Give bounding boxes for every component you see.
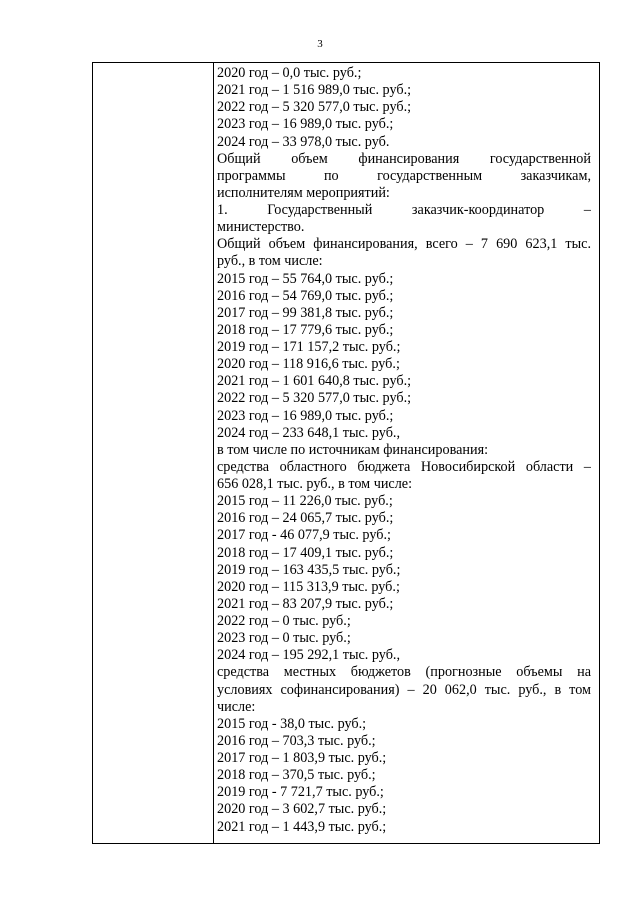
text-line: 2024 год – 195 292,1 тыс. руб.,	[217, 647, 401, 664]
text-line: 2022 год – 5 320 577,0 тыс. руб.;	[217, 390, 412, 407]
text-line: 2021 год – 83 207,9 тыс. руб.;	[217, 595, 394, 612]
text-line: 2023 год – 16 989,0 тыс. руб.;	[217, 116, 394, 133]
text-line: 2020 год – 115 313,9 тыс. руб.;	[217, 578, 400, 595]
text-line: исполнителям мероприятий:	[217, 184, 390, 201]
text-line: 2015 год – 11 226,0 тыс. руб.;	[217, 493, 393, 510]
text-line: 2017 год – 99 381,8 тыс. руб.;	[217, 304, 394, 321]
text-line: 2021 год – 1 516 989,0 тыс. руб.;	[217, 82, 412, 99]
text-line: 2019 год – 163 435,5 тыс. руб.;	[217, 561, 401, 578]
text-line: 656 028,1 тыс. руб., в том числе:	[217, 476, 413, 492]
text-line: 2017 год – 1 803,9 тыс. руб.;	[217, 750, 387, 766]
text-line: 1. Государственный заказчик-координатор –	[217, 202, 591, 218]
text-line: министерство.	[217, 219, 305, 236]
text-line: в том числе по источникам финансирования:	[217, 441, 489, 458]
text-line: 2023 год – 0 тыс. руб.;	[217, 630, 351, 647]
text-line: 2019 год - 7 721,7 тыс. руб.;	[217, 784, 384, 801]
text-line: руб., в том числе:	[217, 253, 323, 270]
text-line: Общий объем финансирования государственной	[217, 150, 591, 167]
text-line: условиях софинансирования) – 20 062,0 тыс. руб., в том	[217, 681, 591, 698]
text-line: 2023 год – 16 989,0 тыс. руб.;	[217, 407, 394, 424]
text-line: 2020 год – 118 916,6 тыс. руб.;	[217, 356, 400, 373]
text-line: 2021 год – 1 601 640,8 тыс. руб.;	[217, 373, 412, 390]
text-line: 2024 год – 33 978,0 тыс. руб.	[217, 133, 390, 150]
text-line: 2024 год – 233 648,1 тыс. руб.,	[217, 424, 401, 441]
text-line: 2016 год – 24 065,7 тыс. руб.;	[217, 510, 394, 527]
text-line: программы по государственным заказчикам,	[217, 167, 591, 184]
text-line: 2015 год – 55 764,0 тыс. руб.;	[217, 270, 394, 287]
text-line: 2020 год – 0,0 тыс. руб.;	[217, 65, 362, 81]
text-line: 2022 год – 0 тыс. руб.;	[217, 613, 351, 629]
text-line: 2021 год – 1 443,9 тыс. руб.;	[217, 818, 387, 835]
text-line: 2015 год - 38,0 тыс. руб.;	[217, 715, 367, 732]
text-line: 2020 год – 3 602,7 тыс. руб.;	[217, 801, 387, 818]
text-line: 2019 год – 171 157,2 тыс. руб.;	[217, 339, 401, 355]
text-line: 2022 год – 5 320 577,0 тыс. руб.;	[217, 99, 412, 116]
text-line: Общий объем финансирования, всего – 7 690 623,1 тыс.	[217, 236, 591, 253]
table-left-cell	[93, 63, 214, 843]
text-line: 2016 год – 54 769,0 тыс. руб.;	[217, 287, 394, 304]
text-line: 2017 год - 46 077,9 тыс. руб.;	[217, 527, 391, 544]
text-line: 2018 год – 17 409,1 тыс. руб.;	[217, 544, 394, 561]
text-line: 2018 год – 17 779,6 тыс. руб.;	[217, 321, 394, 338]
text-line: средства местных бюджетов (прогнозные объемы на	[217, 664, 591, 681]
funding-table	[92, 62, 600, 844]
text-line: числе:	[217, 698, 256, 715]
table-right-cell	[214, 63, 599, 843]
page-number: 3	[317, 38, 323, 50]
text-line: 2018 год – 370,5 тыс. руб.;	[217, 767, 376, 784]
text-line: средства областного бюджета Новосибирской области –	[217, 458, 591, 475]
text-line: 2016 год – 703,3 тыс. руб.;	[217, 732, 376, 749]
